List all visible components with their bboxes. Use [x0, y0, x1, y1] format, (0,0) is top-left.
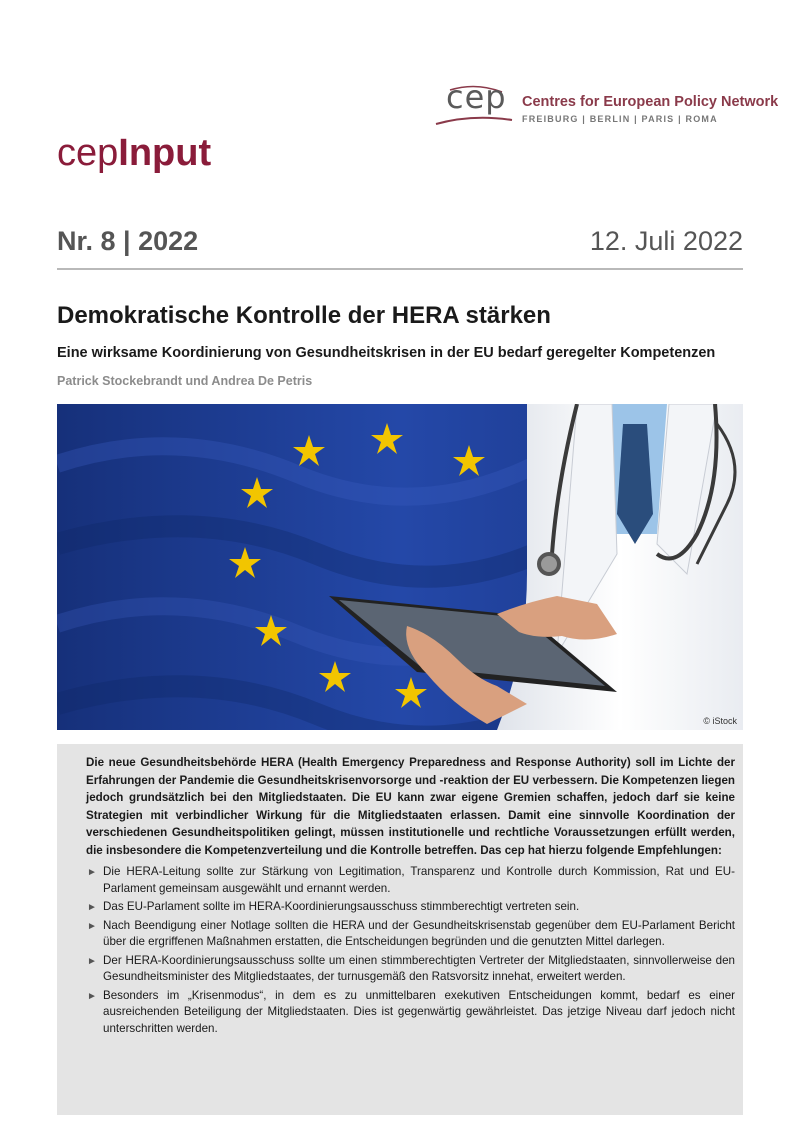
- page-subtitle: Eine wirksame Koordinierung von Gesundheitskrisen in der EU bedarf geregelter Kompetenzen: [57, 345, 716, 361]
- page-title: Demokratische Kontrolle der HERA stärken: [57, 302, 551, 329]
- issue-date: 12. Juli 2022: [589, 226, 743, 256]
- org-name: Centres for European Policy Network: [522, 94, 779, 110]
- recommendations-list: [87, 864, 735, 1037]
- brand-prefix: cep: [57, 132, 119, 174]
- org-cities: FREIBURG | BERLIN | PARIS | ROMA: [522, 114, 718, 124]
- image-credit: © iStock: [703, 716, 737, 726]
- list-item: ► Das EU-Parlament sollte im HERA-Koordinierungsausschuss stimmberechtigt vertreten sein.: [87, 899, 735, 916]
- logo-word: cep: [446, 78, 507, 116]
- brand-suffix: Input: [118, 132, 212, 174]
- list-item: ► Nach Beendigung einer Notlage sollten die HERA und der Gesundheitskrisenstab gegenüber dem EU-Parlament Bericht über die ergriffenen Maßnahmen erstatten, die Entscheidungen begründen und die genutzten Mittel darlegen.: [87, 918, 735, 948]
- header-divider: [57, 268, 743, 270]
- list-item: ► Die HERA-Leitung sollte zur Stärkung von Legitimation, Transparenz und Kontrolle durch Kommission, Rat und EU-Parlament gemeinsam ausgewählt und ernannt werden.: [87, 865, 735, 895]
- hero-image: [57, 404, 743, 730]
- list-item: ► Der HERA-Koordinierungsausschuss sollte um einen stimmberechtigten Vertreter der Mitgliedstaaten, sinnvollerweise den Gesundheitsminister des Mitgliedstaates, der turnusgemäß den Ratsvorsitz innehat, erweitert werden.: [87, 953, 735, 983]
- bullet-arrow-icon: ►: [87, 955, 97, 967]
- list-item: ► Besonders im „Krisenmodus“, in dem es zu unmittelbaren exekutiven Entscheidungen kommt, bedarf es einer ausreichenden Beteiligung der Mitgliedstaaten. Dies ist gegenwärtig gewährleistet. Das jetzige Niveau darf jedoch nicht unterschritten werden.: [87, 988, 735, 1035]
- authors: Patrick Stockebrandt und Andrea De Petris: [57, 374, 313, 388]
- bullet-arrow-icon: ►: [87, 990, 97, 1002]
- bullet-arrow-icon: ►: [87, 902, 97, 913]
- publication-brand: [57, 132, 211, 175]
- summary-intro: Die neue Gesundheitsbehörde HERA (Health Emergency Preparedness and Response Authority) soll im Lichte der Erfahrungen der Pandemie die Gesundheitskrisenvorsorge und -reaktion der EU verbessern. Die Kompetenzen liegen jedoch grundsätzlich bei den Mitgliedstaaten. Die EU kann zwar eigene Gremien schaffen, jedoch darf sie keine Strategien mit verbindlicher Wirkung für die Mitgliedstaaten erlassen. Damit eine sinnvolle Koordination der verschiedenen Gesundheitspolitiken gelingt, müssen institutionelle und rechtliche Voraussetzungen erfüllt werden, die insbesondere die Kompetenzverteilung und die Kontrolle betreffen. Das cep hat hierzu folgende Empfehlungen:: [86, 756, 735, 857]
- bullet-arrow-icon: ►: [87, 867, 97, 878]
- issue-number: Nr. 8 | 2022: [57, 226, 199, 256]
- summary-box: [57, 744, 743, 1115]
- bullet-arrow-icon: ►: [87, 920, 97, 932]
- cep-logo-mark: [432, 78, 514, 134]
- cep-network-logo: [432, 78, 779, 134]
